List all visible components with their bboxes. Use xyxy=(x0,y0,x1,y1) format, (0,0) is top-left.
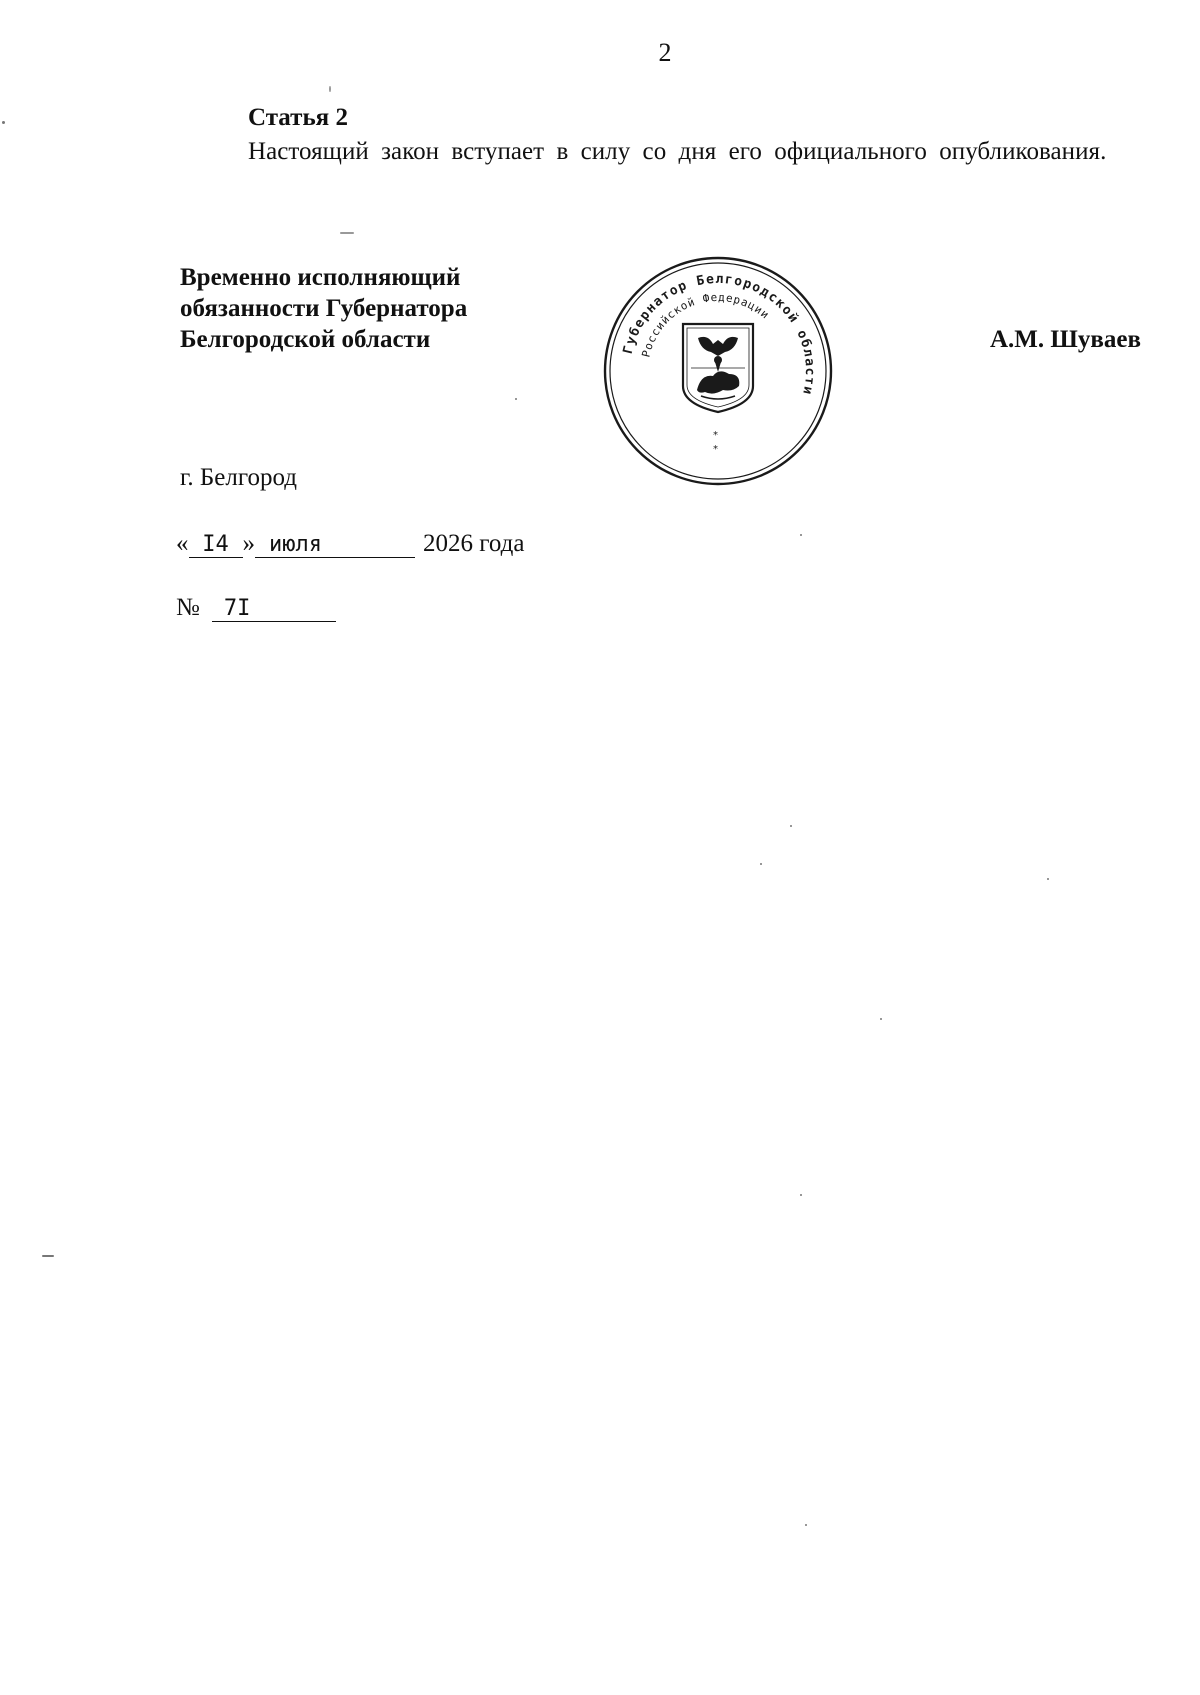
registration-number-field: 7I xyxy=(212,597,336,622)
scan-speck xyxy=(1047,878,1049,880)
article-text: Настоящий закон вступает в силу со дня его официального опубликования. xyxy=(248,138,1107,165)
scan-speck xyxy=(790,825,792,827)
article-heading: Статья 2 xyxy=(248,104,348,131)
scan-speck xyxy=(515,398,517,400)
seal-star-icon: * xyxy=(713,444,718,455)
official-seal xyxy=(601,254,835,488)
scan-speck xyxy=(329,86,331,92)
date-close-quote: » xyxy=(242,530,255,557)
date-month-field: июля xyxy=(255,533,415,558)
scan-speck xyxy=(340,232,354,234)
page-number: 2 xyxy=(658,38,672,67)
signer-name: А.М. Шуваев xyxy=(990,326,1141,353)
signer-title xyxy=(180,262,467,355)
seal-inner-text: Российской Федерации xyxy=(639,290,772,359)
scan-speck xyxy=(880,1018,882,1020)
date-year-text: 2026 года xyxy=(423,530,525,557)
scan-speck xyxy=(800,534,802,536)
scan-speck xyxy=(42,1255,54,1257)
signer-title-line: Белгородской области xyxy=(180,326,431,353)
date-day-field: I4 xyxy=(189,533,243,558)
city-line: г. Белгород xyxy=(180,464,297,491)
scan-speck xyxy=(800,1194,802,1196)
registration-number-line xyxy=(176,594,336,622)
scan-speck xyxy=(2,121,5,124)
seal-star-icon: * xyxy=(713,430,718,441)
scan-speck xyxy=(760,863,762,865)
signer-title-line: Временно исполняющий xyxy=(180,264,461,291)
date-line xyxy=(176,530,524,558)
date-open-quote: « xyxy=(176,530,189,557)
scan-speck xyxy=(805,1524,807,1526)
signer-title-line: обязанности Губернатора xyxy=(180,295,468,322)
seal-outer-text: Губернатор Белгородской области xyxy=(620,271,818,397)
belgorod-coat-of-arms-icon xyxy=(683,324,753,412)
number-label: № xyxy=(176,594,200,621)
